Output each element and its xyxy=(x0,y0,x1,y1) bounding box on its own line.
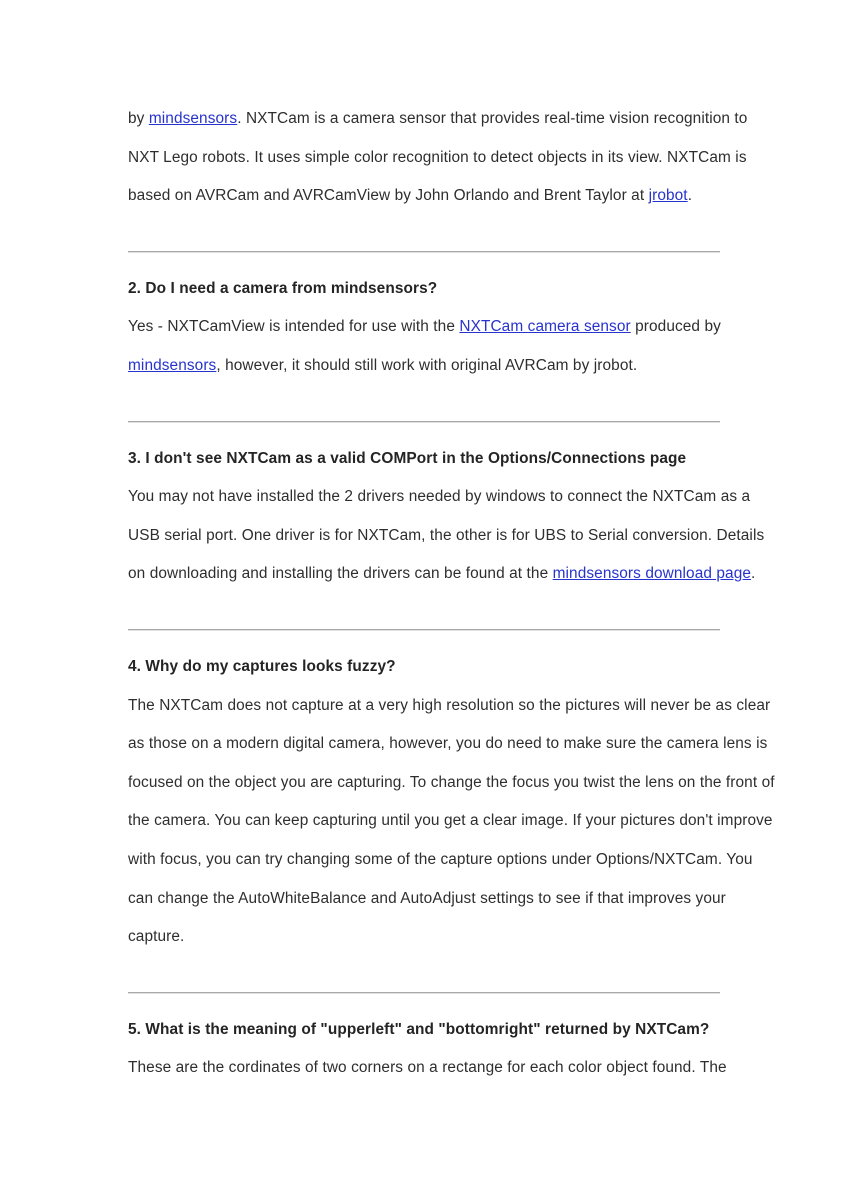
hyperlink[interactable]: mindsensors download page xyxy=(552,565,752,583)
answer-paragraph xyxy=(128,687,775,957)
text-segment: with focus, you can try changing some of the capture options under Options/NXTCam. You xyxy=(128,850,753,868)
text-segment: . xyxy=(687,187,693,205)
heading-text: 4. Why do my captures looks fuzzy? xyxy=(128,657,396,675)
text-segment: the camera. You can keep capturing until you get a clear image. If your pictures don't improve xyxy=(128,812,773,830)
text-segment: The NXTCam does not capture at a very high resolution so the pictures will never be as clear xyxy=(128,696,771,714)
hyperlink[interactable]: mindsensors xyxy=(128,356,217,374)
answer-paragraph xyxy=(128,1049,727,1088)
hyperlink[interactable]: mindsensors xyxy=(148,110,238,127)
section-divider xyxy=(128,629,720,631)
text-line xyxy=(128,139,747,178)
text-segment: , however, it should still work with original AVRCam by jrobot. xyxy=(216,356,638,374)
text-line xyxy=(128,478,751,517)
text-line xyxy=(128,308,720,347)
text-segment: These are the cordinates of two corners on a rectange for each color object found. The xyxy=(128,1059,727,1077)
text-line xyxy=(128,270,720,309)
text-line xyxy=(128,1011,720,1050)
faq-document xyxy=(128,100,775,1088)
text-line xyxy=(128,177,720,216)
text-line xyxy=(128,555,756,594)
text-segment: USB serial port. One driver is for NXTCam, the other is for UBS to Serial conversion. Details xyxy=(128,526,765,544)
text-segment: Yes - NXTCamView is intended for use with the xyxy=(128,318,460,336)
text-line xyxy=(128,802,773,841)
section-divider xyxy=(128,421,720,423)
text-segment: on downloading and installing the drivers can be found at the xyxy=(128,565,553,583)
text-line xyxy=(128,440,720,479)
hyperlink[interactable]: NXTCam camera sensor xyxy=(459,318,631,336)
text-line xyxy=(128,347,720,386)
question-heading xyxy=(128,440,720,479)
text-line xyxy=(128,841,753,880)
question-heading xyxy=(128,648,720,687)
text-line xyxy=(128,725,768,764)
text-segment: . NXTCam is a camera sensor that provides real-time vision recognition to xyxy=(237,110,748,127)
section-divider xyxy=(128,992,720,994)
text-segment: capture. xyxy=(128,928,185,946)
text-segment: based on AVRCam and AVRCamView by John Orlando and Brent Taylor at xyxy=(128,187,649,205)
text-line xyxy=(128,687,771,726)
text-segment: produced by xyxy=(630,318,721,336)
text-segment: . xyxy=(751,565,756,583)
hyperlink[interactable]: jrobot xyxy=(648,187,688,205)
text-line xyxy=(128,880,726,919)
text-segment: by xyxy=(128,110,149,127)
heading-text: 3. I don't see NXTCam as a valid COMPort in the Options/Connections page xyxy=(128,449,687,467)
text-line xyxy=(128,517,765,556)
heading-text: 5. What is the meaning of "upperleft" and "bottomright" returned by NXTCam? xyxy=(128,1020,710,1038)
text-line xyxy=(128,918,720,957)
text-line xyxy=(128,764,775,803)
text-segment: focused on the object you are capturing. To change the focus you twist the lens on the front of xyxy=(128,773,775,791)
question-heading xyxy=(128,1011,720,1050)
text-segment: NXT Lego robots. It uses simple color recognition to detect objects in its view. NXTCam is xyxy=(128,148,747,166)
heading-text: 2. Do I need a camera from mindsensors? xyxy=(128,279,438,297)
section-divider xyxy=(128,251,720,253)
text-segment: You may not have installed the 2 drivers needed by windows to connect the NXTCam as a xyxy=(128,488,751,506)
text-line xyxy=(128,648,720,687)
text-segment: can change the AutoWhiteBalance and AutoAdjust settings to see if that improves your xyxy=(128,889,726,907)
answer-paragraph xyxy=(128,478,765,594)
text-line xyxy=(128,100,748,139)
answer-paragraph xyxy=(128,100,748,216)
text-line xyxy=(128,1049,727,1088)
question-heading xyxy=(128,270,720,309)
answer-paragraph xyxy=(128,308,720,385)
text-segment: as those on a modern digital camera, however, you do need to make sure the camera lens is xyxy=(128,735,768,753)
